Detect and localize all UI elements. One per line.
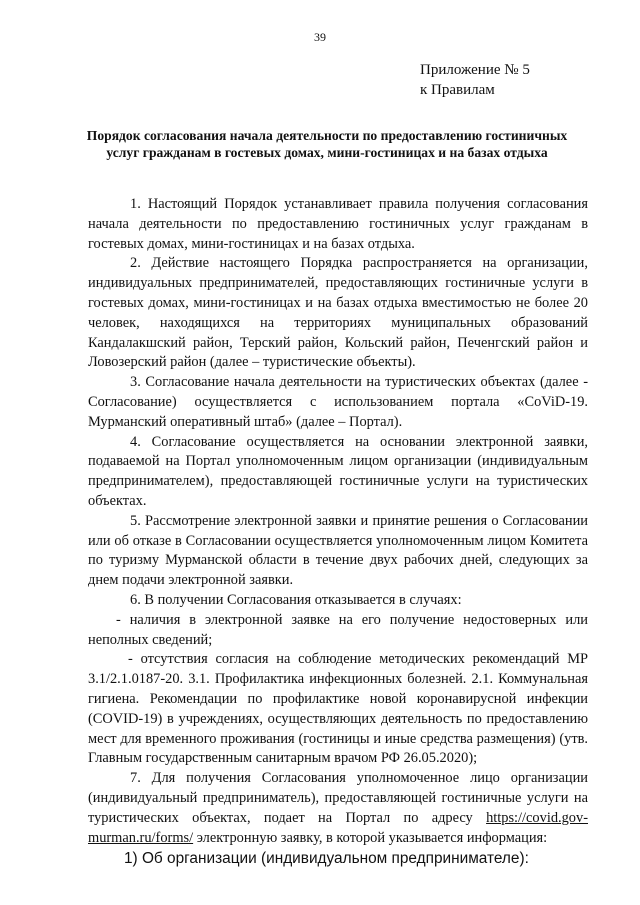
paragraph-6: 6. В получении Согласования отказывается в случаях: — [130, 591, 462, 608]
appendix-reference — [420, 60, 530, 100]
page-number: 39 — [314, 30, 326, 44]
paragraph-3: 3. Согласование начала деятельности на туристических объектах (далее - Согласование) осуществляется с использованием портала «CoViD-19. Мурманский оперативный штаб» (далее – Портал). — [88, 374, 588, 430]
paragraph-8: 1) Об организации (индивидуальном предпринимателе): — [124, 850, 529, 868]
paragraph-6-item-b: - отсутствия согласия на соблюдение методических рекомендаций МР 3.1/2.1.0187-20. 3.1. Профилактика инфекционных болезней. 2.1. Коммунальная гигиена. Рекомендации по профилактике новой коронавирусной инфекции (COVID-19) в учреждениях, осуществляющих деятельность по предоставлению мест для временного проживания (гостиницы и иные средства размещения) (утв. Главным государственным санитарным врачом РФ 26.05.2020); — [88, 651, 588, 767]
paragraph-7-text-end: электронную заявку, в которой указывается информация: — [193, 829, 548, 846]
paragraph-7 — [88, 769, 588, 848]
paragraph-2: 2. Действие настоящего Порядка распространяется на организации, индивидуальных предпринимателей, предоставляющих гостиничные услуги в гостевых домах, мини-гостиницах и на базах отдыха вместимостью не более 20 человек, находящихся на территориях муниципальных образований Кандалакшский район, Терский район, Кольский район, Печенгский район и Ловозерский район (далее – туристические объекты). — [88, 255, 588, 371]
appendix-line-1: Приложение № 5 — [420, 62, 530, 78]
document-body — [88, 195, 588, 870]
paragraph-6-item-a: - наличия в электронной заявке на его получение недостоверных или неполных сведений; — [88, 611, 588, 648]
portal-link[interactable]: https://covid.gov-murman.ru/forms/ — [88, 809, 588, 846]
appendix-line-2: к Правилам — [420, 82, 495, 98]
paragraph-5: 5. Рассмотрение электронной заявки и принятие решения о Согласовании или об отказе в Согласовании осуществляется уполномоченным лицом Комитета по туризму Мурманской области в течение двух рабочих дней, следующих за днем подачи электронной заявки. — [88, 512, 588, 589]
paragraph-7-text-start: 7. Для получения Согласования уполномоченное лицо организации (индивидуальный предприниматель), предоставляющей гостиничные услуги на туристических объектах, подает на Портал по адресу — [88, 770, 588, 826]
document-title: Порядок согласования начала деятельности по предоставлению гостиничных услуг гражданам в гостевых домах, мини-гостиницах и на базах отдыха — [86, 128, 568, 160]
paragraph-1: 1. Настоящий Порядок устанавливает правила получения согласования начала деятельности по предоставлению гостиничных услуг гражданам в гостевых домах, мини-гостиницах и на базах отдыха. — [88, 196, 588, 252]
paragraph-4: 4. Согласование осуществляется на основании электронной заявки, подаваемой на Портал уполномоченным лицом организации (индивидуальным предпринимателем), предоставляющей гостиничные услуги на туристических объектах. — [88, 433, 588, 509]
